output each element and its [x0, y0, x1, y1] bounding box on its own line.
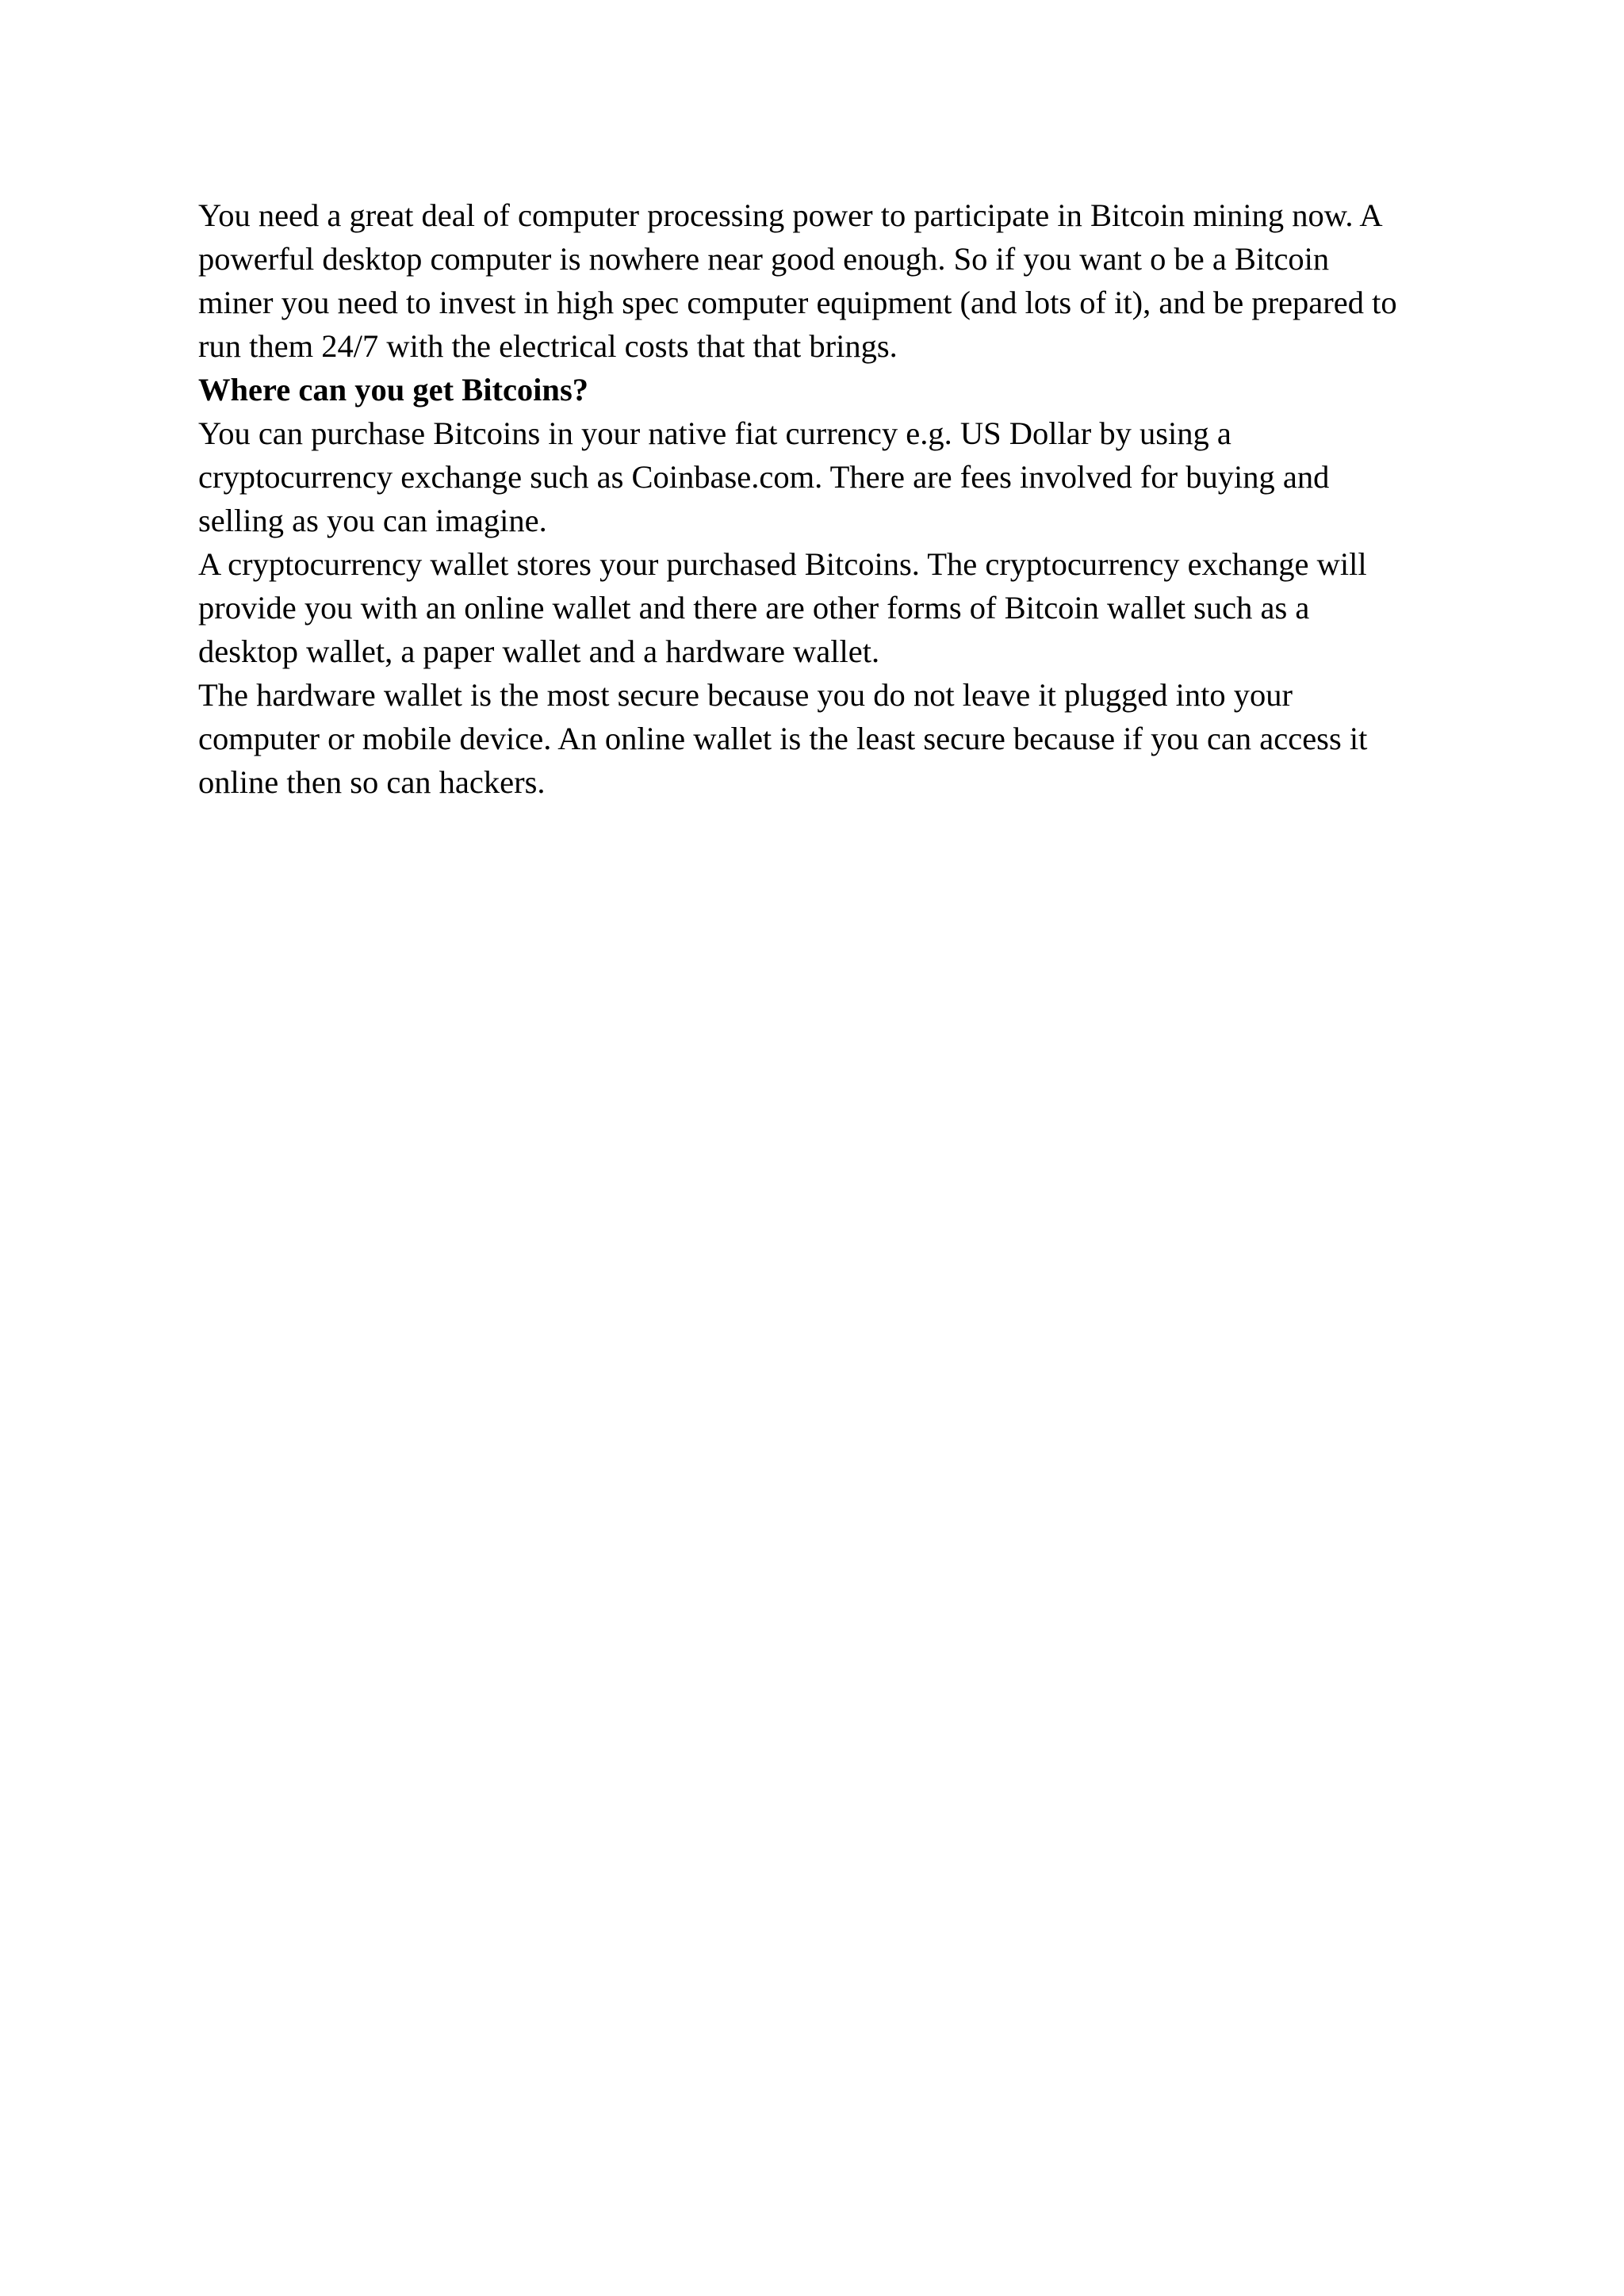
paragraph-wallet-security: [198, 673, 1443, 804]
text-line: provide you with an online wallet and there are other forms of Bitcoin wallet such as a: [198, 590, 1310, 626]
text-line: selling as you can imagine.: [198, 503, 547, 538]
paragraph-wallet-types: [198, 542, 1443, 673]
text-line: run them 24/7 with the electrical costs that that brings.: [198, 328, 898, 364]
text-line: A cryptocurrency wallet stores your purchased Bitcoins. The cryptocurrency exchange will: [198, 546, 1367, 582]
text-line: computer or mobile device. An online wallet is the least secure because if you can access it: [198, 721, 1368, 756]
text-line: The hardware wallet is the most secure because you do not leave it plugged into your: [198, 677, 1293, 713]
text-line: miner you need to invest in high spec computer equipment (and lots of it), and be prepared to: [198, 285, 1397, 320]
text-line: powerful desktop computer is nowhere near good enough. So if you want o be a Bitcoin: [198, 241, 1330, 277]
text-line: cryptocurrency exchange such as Coinbase.com. There are fees involved for buying and: [198, 459, 1330, 495]
text-line: You need a great deal of computer processing power to participate in Bitcoin mining now. A: [198, 197, 1383, 233]
text-line: online then so can hackers.: [198, 764, 546, 800]
text-line: You can purchase Bitcoins in your native fiat currency e.g. US Dollar by using a: [198, 415, 1231, 451]
paragraph-purchase-bitcoins: [198, 411, 1443, 542]
text-line: desktop wallet, a paper wallet and a hardware wallet.: [198, 633, 880, 669]
section-heading: Where can you get Bitcoins?: [198, 372, 588, 408]
document-body: [198, 193, 1443, 804]
paragraph-mining-power: [198, 193, 1443, 368]
